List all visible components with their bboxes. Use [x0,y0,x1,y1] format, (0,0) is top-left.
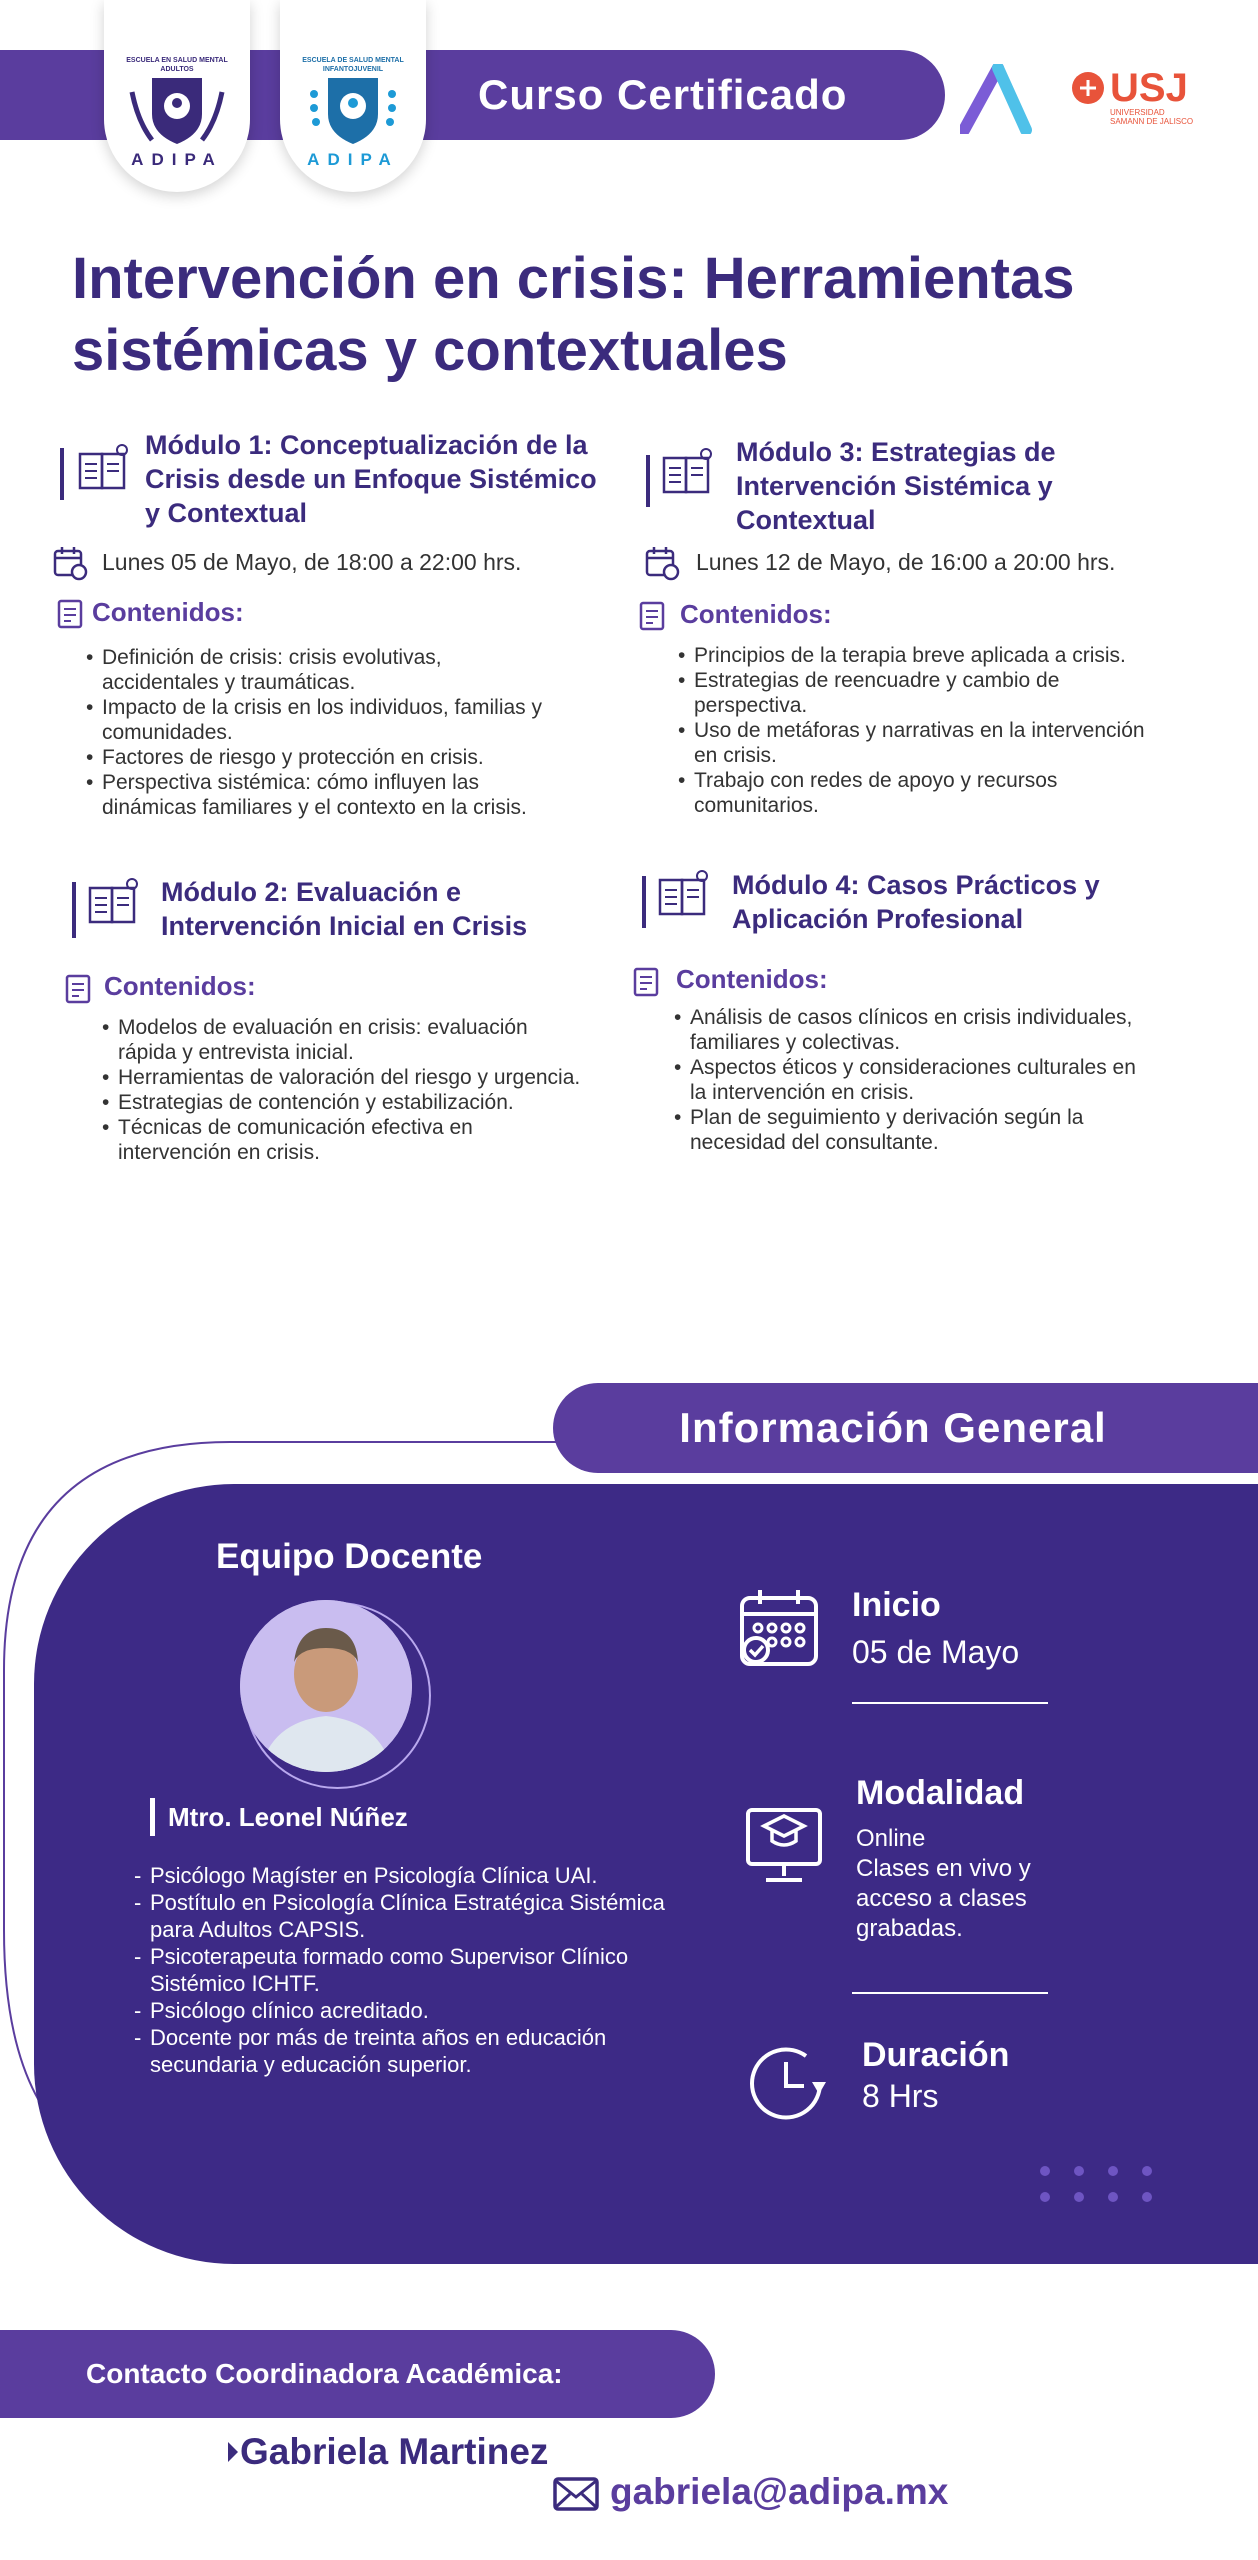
list-item: • Estrategias de contención y estabilización. [102,1090,582,1115]
module-accent-bar [72,882,76,938]
modality-line: acceso a clases [856,1885,1027,1912]
teacher-accent-bar [150,1798,155,1836]
usj-logo-subtext: UNIVERSIDAD SAMANN DE JALISCO [1110,108,1194,126]
list-item: - Psicólogo clínico acreditado. [134,1997,714,2024]
document-icon [638,600,668,632]
decorative-dot [1108,2166,1118,2176]
teacher-name: Mtro. Leonel Núñez [168,1802,408,1832]
divider [852,1992,1048,1994]
badge-label: ESCUELA EN SALUD MENTAL ADULTOS [126,57,228,73]
module-1-date: Lunes 05 de Mayo, de 18:00 a 22:00 hrs. [102,549,522,575]
list-item: - Postítulo en Psicología Clínica Estratégica Sistémica para Adultos CAPSIS. [134,1889,714,1943]
adipa-adultos-badge [104,0,250,192]
module-3-contents-list [678,643,1158,818]
calendar-clock-icon [52,545,88,581]
book-icon [76,440,134,500]
header-title: Curso Certificado [478,71,848,118]
course-title: Intervención en crisis: Herramientas sistémicas y contextuales [72,246,1075,383]
divider [852,1702,1048,1704]
decorative-dot [1108,2192,1118,2202]
module-accent-bar [642,876,646,928]
modality-line: grabadas. [856,1915,963,1942]
online-class-icon [742,1796,826,1886]
decorative-dot [1040,2192,1050,2202]
adipa-infantojuvenil-badge [280,0,426,192]
module-4-contents-list [674,1005,1154,1155]
team-title: Equipo Docente [216,1537,483,1576]
list-item: • Análisis de casos clínicos en crisis individuales, familiares y colectivas. [674,1005,1154,1055]
decorative-dot [1074,2192,1084,2202]
teacher-cv-list [134,1862,714,2078]
list-item: • Perspectiva sistémica: cómo influyen las dinámicas familiares y el contexto en la crisis. [86,770,556,820]
duration-label: Duración [862,2036,1010,2074]
calendar-icon [738,1588,822,1672]
document-icon [632,966,662,998]
adipa-a-logo-icon [960,64,1034,134]
list-item: - Psicólogo Magíster en Psicología Clínica UAI. [134,1862,714,1889]
contact-name: Gabriela Martinez [240,2431,549,2472]
teacher-avatar [240,1600,412,1772]
module-1-contents-label: Contenidos: [92,597,244,627]
module-2-contents-list [102,1015,582,1165]
list-item: • Modelos de evaluación en crisis: evaluación rápida y entrevista inicial. [102,1015,582,1065]
modality-line: Clases en vivo y [856,1855,1031,1882]
list-item: • Uso de metáforas y narrativas en la intervención en crisis. [678,718,1158,768]
list-item: • Impacto de la crisis en los individuos, familias y comunidades. [86,695,556,745]
decorative-dot [1142,2166,1152,2176]
person-silhouette-icon [240,1600,412,1772]
list-item: • Plan de seguimiento y derivación según la necesidad del consultante. [674,1105,1154,1155]
document-icon [64,973,94,1005]
contact-title: Contacto Coordinadora Académica: [86,2358,563,2389]
mail-icon [552,2476,600,2512]
book-icon [660,444,718,504]
module-2-contents-label: Contenidos: [104,971,256,1001]
list-item: • Aspectos éticos y consideraciones culturales en la intervención en crisis. [674,1055,1154,1105]
list-item: • Definición de crisis: crisis evolutivas, accidentales y traumáticas. [86,645,556,695]
module-4-contents-label: Contenidos: [676,964,828,994]
list-item: • Técnicas de comunicación efectiva en intervención en crisis. [102,1115,582,1165]
start-label: Inicio [852,1586,941,1624]
module-4-title: Módulo 4: Casos Prácticos y Aplicación Profesional [732,870,1100,934]
module-1-title: Módulo 1: Conceptualización de la Crisis desde un Enfoque Sistémico y Contextual [145,430,597,528]
modality-label: Modalidad [856,1774,1025,1812]
module-accent-bar [646,455,650,507]
badge-word: ADIPA [307,150,399,169]
contact-email-link[interactable]: gabriela@adipa.mx [610,2471,949,2512]
decorative-dot [1040,2166,1050,2176]
badge-label: ESCUELA DE SALUD MENTAL INFANTOJUVENIL [302,57,404,73]
start-value: 05 de Mayo [852,1634,1020,1670]
decorative-dot [1142,2192,1152,2202]
decorative-dot [1074,2166,1084,2176]
book-icon [86,874,144,934]
module-3-date: Lunes 12 de Mayo, de 16:00 a 20:00 hrs. [696,549,1116,575]
info-title: Información General [679,1404,1107,1451]
usj-seal-icon [1070,70,1106,106]
shield-logo-icon [126,72,228,152]
list-item: - Psicoterapeuta formado como Supervisor Clínico Sistémico ICHTF. [134,1943,714,1997]
book-icon [656,866,714,926]
list-item: • Trabajo con redes de apoyo y recursos comunitarios. [678,768,1158,818]
module-1-contents-list [86,645,556,820]
badge-word: ADIPA [131,150,223,169]
module-accent-bar [60,448,64,500]
module-3-title: Módulo 3: Estrategias de Intervención Sistémica y Contextual [736,437,1056,535]
list-item: - Docente por más de treinta años en educación secundaria y educación superior. [134,2024,714,2078]
chevron-right-icon [226,2440,240,2464]
list-item: • Herramientas de valoración del riesgo y urgencia. [102,1065,582,1090]
usj-logo-text: USJ [1110,66,1188,110]
modality-line: Online [856,1825,926,1852]
list-item: • Factores de riesgo y protección en crisis. [86,745,556,770]
clock-icon [746,2042,836,2126]
module-2-title: Módulo 2: Evaluación e Intervención Inicial en Crisis [161,877,528,941]
calendar-clock-icon [644,545,680,581]
shield-logo-icon [302,72,404,152]
document-icon [56,598,86,630]
list-item: • Estrategias de reencuadre y cambio de perspectiva. [678,668,1158,718]
module-3-contents-label: Contenidos: [680,599,832,629]
duration-value: 8 Hrs [862,2078,939,2114]
list-item: • Principios de la terapia breve aplicada a crisis. [678,643,1158,668]
